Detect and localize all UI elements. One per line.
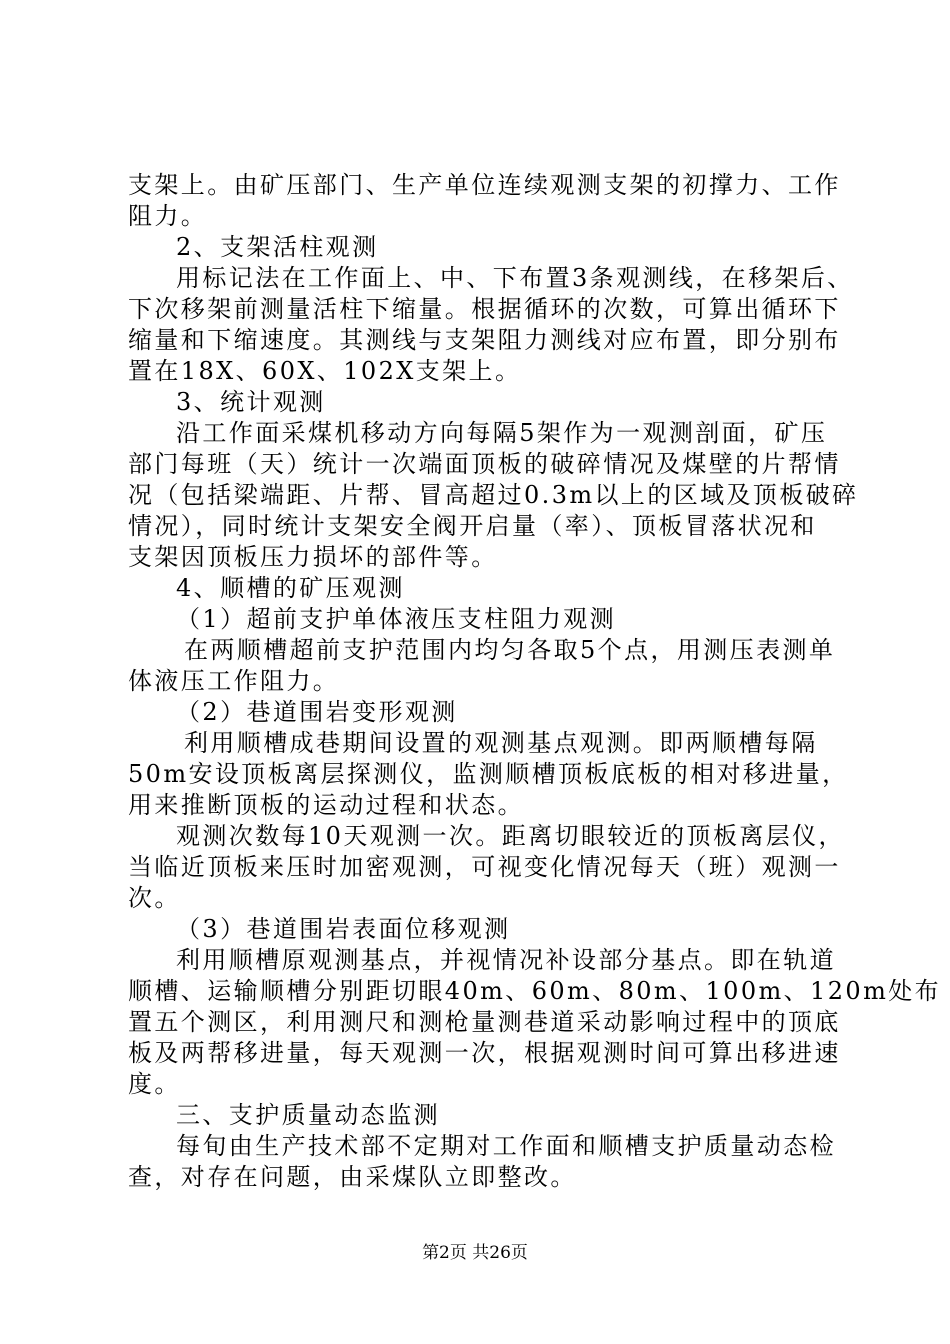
text-line: 部门每班（天）统计一次端面顶板的破碎情况及煤壁的片帮情 [128,450,841,478]
text-line: 当临近顶板来压时加密观测，可视变化情况每天（班）观测一 [128,853,841,881]
section-heading: 2、支架活柱观测 [176,233,379,261]
paragraph-start: 观测次数每10天观测一次。距离切眼较近的顶板离层仪， [176,822,845,850]
paragraph-start: 沿工作面采煤机移动方向每隔5架作为一观测剖面，矿压 [176,419,828,447]
text-line: 用来推断顶板的运动过程和状态。 [128,791,524,819]
text-line: 支架上。由矿压部门、生产单位连续观测支架的初撑力、工作 [128,171,841,199]
section-heading: 4、顺槽的矿压观测 [176,574,405,602]
text-line: 度。 [128,1070,181,1098]
paragraph-start: 在两顺槽超前支护范围内均匀各取5个点，用测压表测单 [184,636,836,664]
text-line: 体液压工作阻力。 [128,667,340,695]
page-number-footer: 第2页 共26页 [422,1243,528,1263]
text-line: 况（包括梁端距、片帮、冒高超过0.3m以上的区域及顶板破碎 [128,481,859,509]
text-line: 查，对存在问题，由采煤队立即整改。 [128,1163,577,1191]
text-line: 下次移架前测量活柱下缩量。根据循环的次数，可算出循环下 [128,295,841,323]
paragraph-start: 利用顺槽原观测基点，并视情况补设部分基点。即在轨道 [176,946,836,974]
text-line: 置在18X、60X、102X支架上。 [128,357,522,385]
text-line: 50m安设顶板离层探测仪，监测顺槽顶板底板的相对移进量， [128,760,849,788]
text-line: 阻力。 [128,202,208,230]
paragraph-start: 用标记法在工作面上、中、下布置3条观测线，在移架后、 [176,264,854,292]
section-heading: 三、支护质量动态监测 [176,1101,440,1129]
text-line: 置五个测区，利用测尺和测枪量测巷道采动影响过程中的顶底 [128,1008,841,1036]
body-text [128,170,942,1193]
subsection-heading: （3）巷道围岩表面位移观测 [176,915,511,943]
paragraph-start: 利用顺槽成巷期间设置的观测基点观测。即两顺槽每隔 [184,729,818,757]
text-line: 次。 [128,884,181,912]
text-line: 缩量和下缩速度。其测线与支架阻力测线对应布置，即分别布 [128,326,841,354]
text-line: 板及两帮移进量，每天观测一次，根据观测时间可算出移进速 [128,1039,841,1067]
text-line: 情况），同时统计支架安全阀开启量（率）、顶板冒落状况和 [128,512,817,540]
text-line: 顺槽、运输顺槽分别距切眼40m、60m、80m、100m、120m处布 [128,977,942,1005]
section-heading: 3、统计观测 [176,388,326,416]
subsection-heading: （1）超前支护单体液压支柱阻力观测 [176,605,617,633]
paragraph-start: 每旬由生产技术部不定期对工作面和顺槽支护质量动态检 [176,1132,836,1160]
subsection-heading: （2）巷道围岩变形观测 [176,698,458,726]
text-line: 支架因顶板压力损坏的部件等。 [128,543,498,571]
